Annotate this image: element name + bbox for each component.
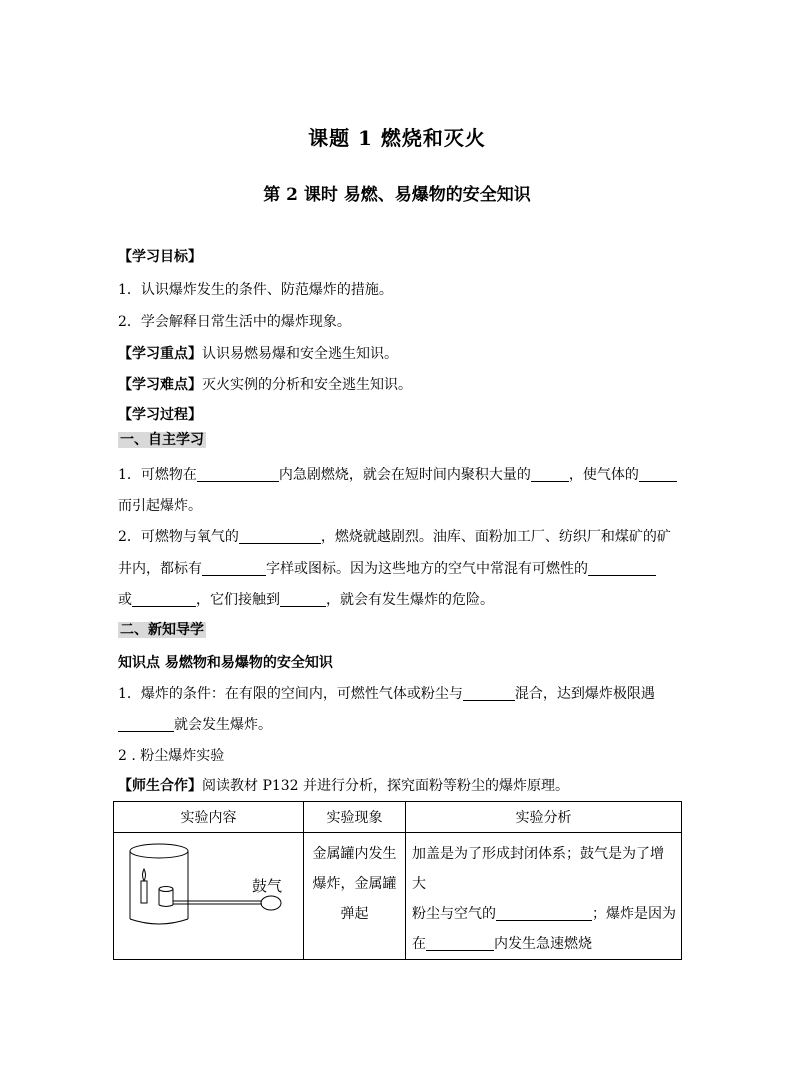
table-row — [114, 833, 682, 960]
text-segment: 就会发生爆炸。 — [174, 717, 272, 733]
knowledge-point: 知识点 易燃物和易爆物的安全知识 — [118, 655, 333, 671]
question-1-cont: 而引起爆炸。 — [118, 498, 202, 514]
cooperation-text: 阅读教材 P132 并进行分析，探究面粉等粉尘的爆炸原理。 — [202, 778, 570, 794]
text-segment: 2．可燃物与氧气的 — [118, 529, 239, 545]
question-2 — [118, 527, 671, 547]
answer-blank[interactable] — [588, 561, 656, 576]
answer-blank[interactable] — [280, 592, 326, 607]
answer-blank[interactable] — [118, 717, 174, 732]
difficulty-label: 【学习难点】 — [118, 377, 202, 393]
answer-blank[interactable] — [463, 686, 515, 701]
header-content: 实验内容 — [114, 802, 304, 833]
question-2-cont — [118, 559, 656, 579]
header-analysis: 实验分析 — [406, 802, 682, 833]
observation-line: 弹起 — [340, 906, 369, 922]
answer-blank[interactable] — [639, 467, 677, 482]
section2-heading — [118, 620, 206, 640]
objective-item: 2．学会解释日常生活中的爆炸现象。 — [118, 314, 351, 330]
apparatus-label: 鼓气 — [252, 877, 283, 895]
text-segment: 内发生急速燃烧 — [494, 936, 592, 952]
difficulty-point — [118, 375, 412, 395]
paragraph-2: 2 . 粉尘爆炸实验 — [118, 748, 225, 764]
difficulty-text: 灭火实例的分析和安全逃生知识。 — [202, 377, 412, 393]
key-point-label: 【学习重点】 — [118, 346, 202, 362]
analysis-cell — [406, 833, 682, 960]
apparatus-cell — [114, 833, 304, 960]
section1-heading — [118, 430, 206, 450]
objectives-heading: 【学习目标】 — [118, 249, 202, 265]
paragraph-1-cont — [118, 715, 272, 735]
text-segment: 混合，达到爆炸极限遇 — [514, 686, 655, 702]
analysis-line: 加盖是为了形成封闭体系；鼓气是为了增大 — [412, 846, 664, 892]
text-segment: ；爆炸是因为 — [592, 906, 676, 922]
text-segment: ，燃烧就越剧烈。油库、面粉加工厂、纺织厂和煤矿的矿 — [320, 529, 671, 545]
header-observation: 实验现象 — [304, 802, 406, 833]
answer-blank[interactable] — [132, 592, 196, 607]
text-segment: ，就会有发生爆炸的危险。 — [326, 592, 494, 608]
answer-blank[interactable] — [426, 936, 494, 951]
answer-blank[interactable] — [496, 906, 592, 921]
text-segment: 字样或图标。因为这些地方的空气中常混有可燃性的 — [266, 561, 588, 577]
section2-heading-text: 二、新知导学 — [120, 622, 204, 638]
cooperation — [118, 776, 569, 796]
text-segment: 井内，都标有 — [118, 561, 202, 577]
answer-blank[interactable] — [239, 529, 321, 544]
objective-item: 1．认识爆炸发生的条件、防范爆炸的措施。 — [118, 282, 393, 298]
text-segment: 粉尘与空气的 — [412, 906, 496, 922]
table-header-row — [114, 802, 682, 833]
page-subtitle: 第 2 课时 易燃、易爆物的安全知识 — [263, 185, 531, 205]
text-segment: 或 — [118, 592, 132, 608]
text-segment: 内急剧燃烧，就会在短时间内聚积大量的 — [278, 467, 531, 483]
key-point-text: 认识易燃易爆和安全逃生知识。 — [202, 346, 398, 362]
dust-explosion-apparatus-icon — [114, 833, 303, 937]
key-point — [118, 344, 398, 364]
observation-line: 爆炸，金属罐 — [312, 876, 397, 892]
page-title: 课题 1 燃烧和灭火 — [308, 126, 486, 150]
text-segment: ，它们接触到 — [196, 592, 280, 608]
cooperation-label: 【师生合作】 — [118, 778, 202, 794]
text-segment: 1．可燃物在 — [118, 467, 197, 483]
answer-blank[interactable] — [197, 467, 279, 482]
observation-cell — [304, 833, 406, 960]
experiment-table — [113, 801, 682, 960]
answer-blank[interactable] — [531, 467, 569, 482]
text-segment: 1．爆炸的条件：在有限的空间内，可燃性气体或粉尘与 — [118, 686, 463, 702]
section1-heading-text: 一、自主学习 — [120, 432, 204, 448]
question-1 — [118, 465, 677, 485]
text-segment: 在 — [412, 936, 426, 952]
analysis-line — [412, 899, 677, 929]
text-segment: ，使气体的 — [568, 467, 639, 483]
process-heading: 【学习过程】 — [118, 407, 202, 423]
question-2-cont — [118, 590, 494, 610]
answer-blank[interactable] — [202, 561, 266, 576]
observation-line: 金属罐内发生 — [312, 846, 397, 862]
analysis-line — [412, 929, 677, 959]
paragraph-1 — [118, 684, 655, 704]
